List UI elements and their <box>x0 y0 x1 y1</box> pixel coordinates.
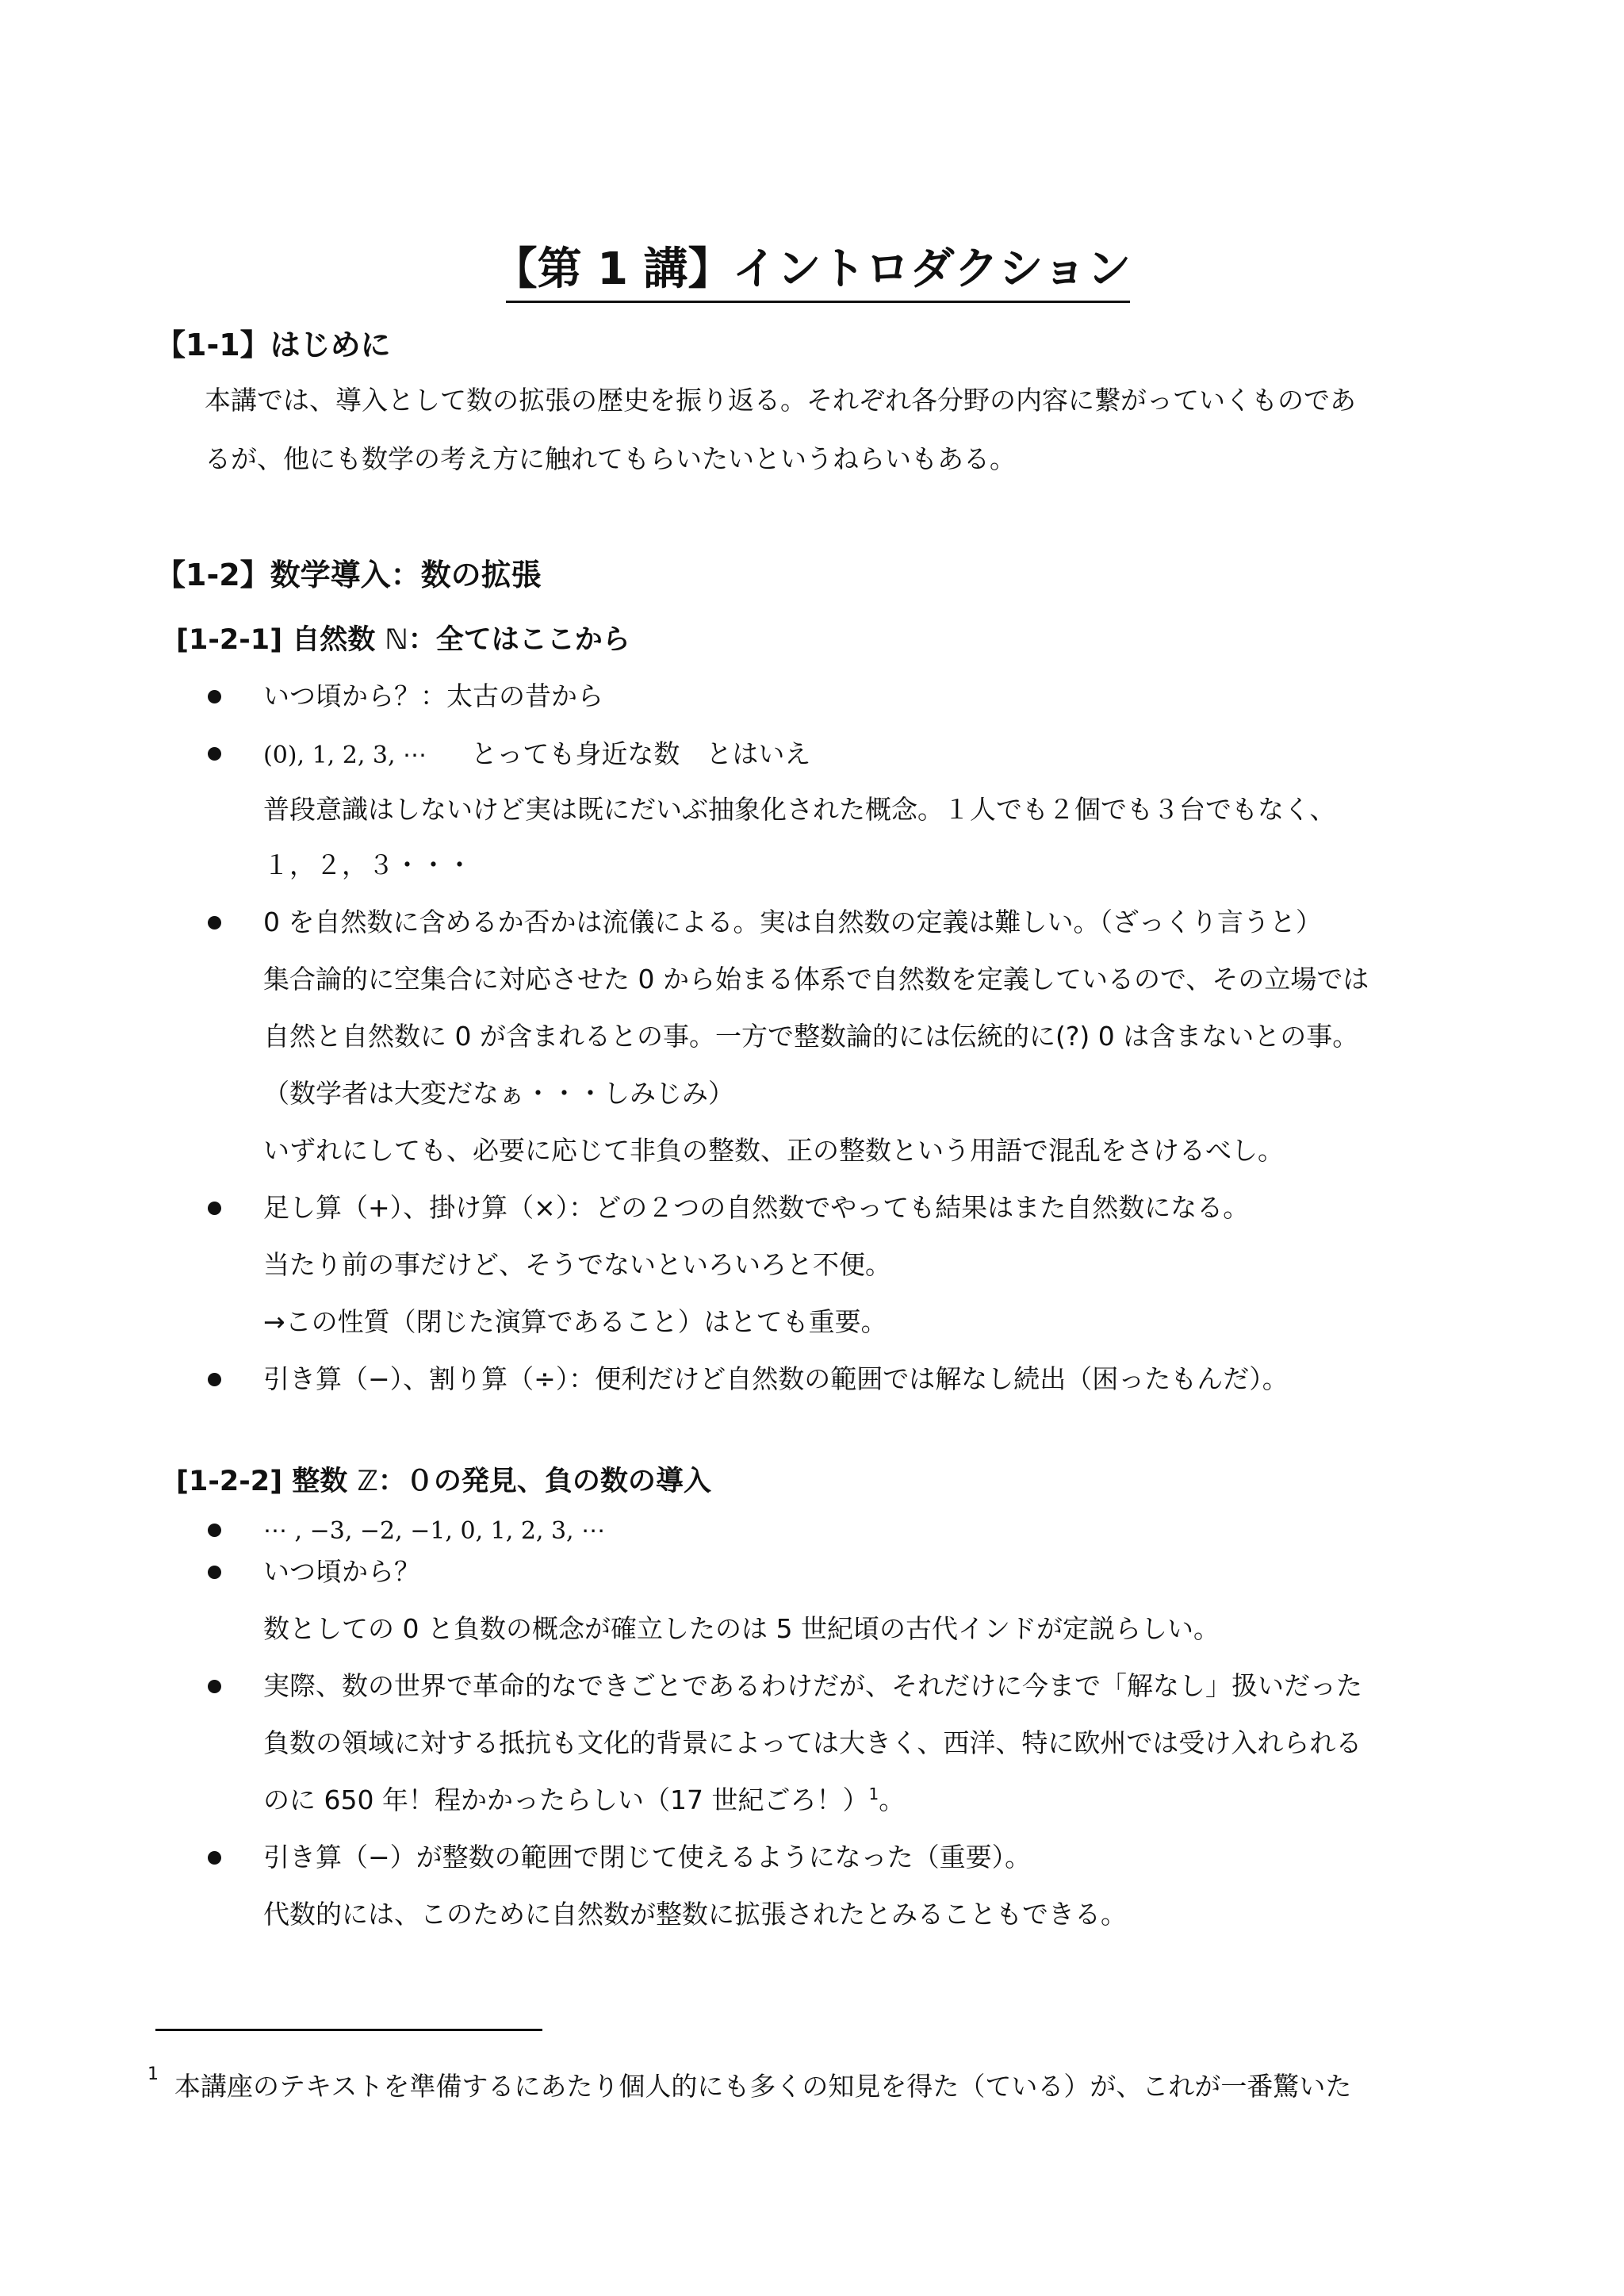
bullet-dot <box>208 1524 221 1537</box>
nat-bullet-2-line-2: 普段意識はしないけど実は既にだいぶ抽象化された概念。１人でも２個でも３台でもなく、 <box>263 794 1336 825</box>
footnote-mark: 1 <box>147 2064 159 2084</box>
nat-bullet-1: いつ頃から？：太古の昔から <box>263 680 603 711</box>
nat-bullet-3-line-1: 0 を自然数に含めるか否かは流儀による。実は自然数の定義は難しい。（ざっくり言うと） <box>263 907 1322 937</box>
nat-bullet-4-line-1: 足し算（+）、掛け算（×）：どの２つの自然数でやっても結果はまた自然数になる。 <box>263 1192 1250 1223</box>
bullet-dot <box>208 747 221 761</box>
footnote-reference[interactable]: 1 <box>868 1784 879 1803</box>
footnote-text: 本講座のテキストを準備するにあたり個人的にも多くの知見を得た（ている）が、これが一番驚いた <box>174 2071 1352 2102</box>
int-bullet-1 <box>263 1512 605 1550</box>
footnote-separator <box>155 2029 542 2031</box>
bullet-dot <box>208 916 221 930</box>
natural-numbers-list: (0), 1, 2, 3, ⋯ <box>263 742 427 769</box>
nat-bullet-2-line-3: １，２，３・・・ <box>263 849 473 880</box>
bullet-dot <box>208 1202 221 1215</box>
bullet-dot <box>208 690 221 703</box>
int-bullet-3-line-1: 実際、数の世界で革命的なできごとであるわけだが、それだけに今まで「解なし」扱いだった <box>263 1670 1362 1701</box>
nat-bullet-2-text: とっても身近な数 とはいえ <box>471 738 811 769</box>
title-underline <box>506 301 1130 303</box>
int-bullet-3-line-3-end: 。 <box>879 1784 906 1815</box>
nat-bullet-4-line-2: 当たり前の事だけど、そうでないといろいろと不便。 <box>263 1249 891 1280</box>
subsection-heading-1-2-2: [1-2-2] 整数 ℤ：０の発見、負の数の導入 <box>176 1466 711 1497</box>
int-bullet-4-line-2: 代数的には、このために自然数が整数に拡張されたとみることもできる。 <box>263 1899 1127 1930</box>
intro-line-1: 本講では、導入として数の拡張の歴史を振り返る。それぞれ各分野の内容に繋がっていくものであ <box>205 385 1356 416</box>
bullet-dot <box>208 1566 221 1579</box>
subsection-heading-1-2-1: [1-2-1] 自然数 ℕ：全てはここから <box>176 624 630 656</box>
intro-line-2: るが、他にも数学の考え方に触れてもらいたいというねらいもある。 <box>205 443 1016 474</box>
int-bullet-3-line-3 <box>263 1782 905 1819</box>
nat-bullet-3-line-5: いずれにしても、必要に応じて非負の整数、正の整数という用語で混乱をさけるべし。 <box>263 1135 1284 1166</box>
int-bullet-3-line-2: 負数の領域に対する抵抗も文化的背景によっては大きく、西洋、特に欧州では受け入れられる <box>263 1727 1362 1758</box>
page-title: 【第 1 講】イントロダクション <box>492 243 1132 295</box>
nat-bullet-2 <box>263 736 810 774</box>
int-bullet-4-line-1: 引き算（−）が整数の範囲で閉じて使えるようになった（重要）。 <box>263 1842 1032 1872</box>
bullet-dot <box>208 1851 221 1865</box>
nat-bullet-3-line-3: 自然と自然数に 0 が含まれるとの事。一方で整数論的には伝統的に(?) 0 は含まないとの事。 <box>263 1021 1359 1052</box>
bullet-dot <box>208 1680 221 1693</box>
int-bullet-2-line-1: いつ頃から？ <box>263 1556 420 1587</box>
section-heading-1-1: 【1-1】はじめに <box>155 328 391 362</box>
bullet-dot <box>208 1373 221 1386</box>
integers-list: ⋯ , −3, −2, −1, 0, 1, 2, 3, ⋯ <box>263 1517 606 1545</box>
nat-bullet-3-line-4: （数学者は大変だなぁ・・・しみじみ） <box>263 1078 734 1109</box>
nat-bullet-4-line-3: →この性質（閉じた演算であること）はとても重要。 <box>263 1306 887 1337</box>
int-bullet-2-line-2: 数としての 0 と負数の概念が確立したのは 5 世紀頃の古代インドが定説らしい。 <box>263 1613 1220 1644</box>
section-heading-1-2: 【1-2】数学導入：数の拡張 <box>155 558 542 592</box>
nat-bullet-3-line-2: 集合論的に空集合に対応させた 0 から始まる体系で自然数を定義しているので、その立場では <box>263 964 1369 995</box>
int-bullet-3-line-3-text: のに 650 年！程かかったらしい（17 世紀ごろ！） <box>263 1784 869 1815</box>
nat-bullet-5: 引き算（−）、割り算（÷）：便利だけど自然数の範囲では解なし続出（困ったもんだ）。 <box>263 1363 1289 1394</box>
